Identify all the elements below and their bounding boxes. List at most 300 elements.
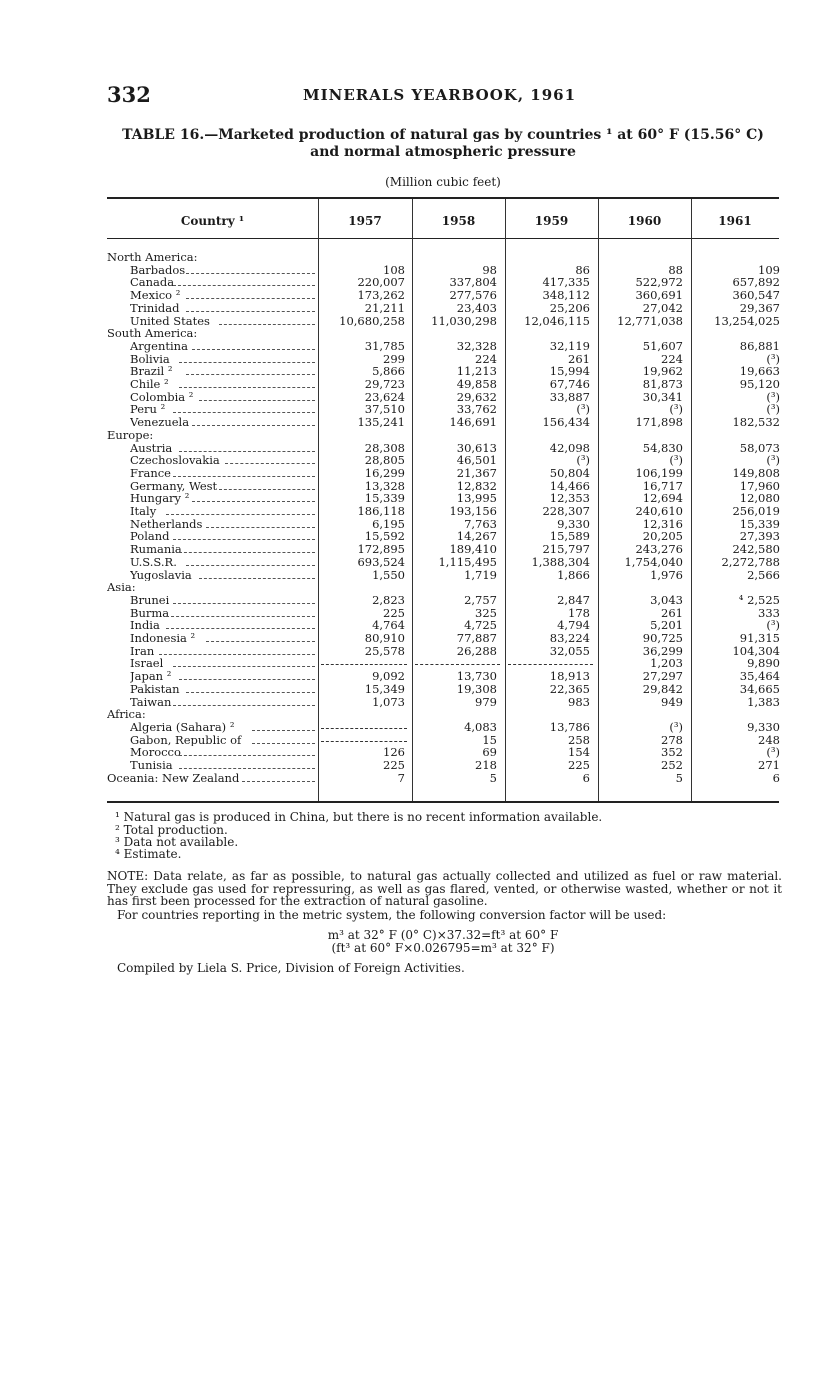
dot-leader [192, 425, 315, 426]
table-cell: 949 [661, 694, 683, 709]
table-cell: 215,797 [542, 542, 590, 557]
dot-leader [252, 743, 315, 744]
table-cell: 1,719 [464, 567, 497, 582]
dot-leader [192, 501, 315, 502]
column-divider [318, 199, 319, 801]
table-cell: 12,832 [456, 478, 497, 493]
table-cell: 417,335 [542, 275, 590, 290]
table-row [107, 632, 779, 645]
table-section-row [107, 429, 779, 442]
table-cell: 88 [668, 262, 683, 277]
country-name: North America: [107, 251, 198, 264]
dot-leader [186, 692, 315, 693]
table-cell: 81,873 [642, 377, 683, 391]
table-cell: 20,205 [642, 529, 683, 544]
table-row [107, 759, 779, 772]
table-cell: 12,046,115 [524, 313, 590, 328]
table-cell: 11,213 [456, 364, 497, 379]
column-header-year: 1959 [534, 214, 569, 228]
table-cell: 33,762 [456, 402, 497, 417]
dot-leader [186, 374, 315, 375]
table-row [107, 569, 779, 582]
table-cell: 242,580 [732, 542, 780, 557]
table-cell: 252 [661, 758, 683, 772]
country-name: Czechoslovakia [130, 454, 220, 467]
table-cell: 248 [758, 732, 780, 747]
table-cell: (³) [576, 453, 590, 468]
dot-leader [173, 412, 315, 413]
table-cell: 32,328 [456, 338, 497, 353]
dot-leader [252, 730, 315, 731]
table-cell: 16,717 [642, 478, 683, 493]
table-cell: 23,403 [456, 300, 497, 315]
table-cell: 25,206 [549, 300, 590, 315]
table-cell: 333 [758, 605, 780, 620]
table-cell: 15,339 [739, 516, 780, 531]
table-cell: ⁴ 2,525 [738, 592, 780, 607]
table-cell: (³) [766, 618, 780, 633]
column-header-year: 1960 [627, 214, 662, 228]
table-cell: 5,866 [372, 364, 405, 379]
table-cell: 2,823 [372, 592, 405, 607]
table-cell: 11,030,298 [431, 313, 497, 328]
table-cell: 7,763 [464, 516, 497, 531]
country-name: Brazil ² [130, 365, 173, 378]
table-cell: 15 [482, 732, 497, 747]
table-cell: 4,083 [464, 719, 497, 734]
table-row [107, 315, 779, 328]
table-cell: 98 [482, 262, 497, 277]
table-cell: 9,890 [747, 656, 780, 671]
table-units: (Million cubic feet) [385, 175, 501, 189]
table-cell: 258 [568, 732, 590, 747]
dot-leader [179, 755, 315, 756]
table-cell: 27,297 [642, 669, 683, 684]
table-cell: 1,866 [557, 567, 590, 582]
table-cell: 135,241 [357, 415, 405, 430]
table-cell: 106,199 [635, 465, 683, 480]
table-cell: 54,830 [642, 440, 683, 455]
table-cell: 193,156 [449, 504, 497, 518]
table-cell: 29,632 [456, 389, 497, 404]
table-cell: 657,892 [732, 275, 780, 290]
column-header-year: 1958 [441, 214, 476, 228]
running-head: MINERALS YEARBOOK, 1961 [303, 86, 577, 104]
table-cell: 6 [582, 770, 590, 785]
table-cell: 46,501 [456, 453, 497, 468]
table-cell: 29,723 [364, 377, 405, 391]
table-header-rule [107, 238, 779, 239]
table-row [107, 594, 779, 607]
table-cell: 224 [475, 351, 497, 366]
table-cell: 15,994 [549, 364, 590, 379]
table-cell: 156,434 [542, 415, 590, 430]
table-cell: 13,995 [456, 491, 497, 506]
country-name: Poland [130, 530, 170, 544]
dot-leader [192, 349, 315, 350]
table-cell: 983 [568, 694, 590, 709]
empty-cell-dash [415, 664, 500, 665]
table-cell: 171,898 [635, 415, 683, 430]
dot-leader [173, 705, 315, 706]
dot-leader [219, 489, 315, 490]
empty-cell-dash [508, 664, 593, 665]
table-cell: 243,276 [635, 542, 683, 557]
country-name: Pakistan [130, 682, 180, 696]
country-name: Israel [130, 657, 164, 671]
table-cell: 225 [383, 758, 405, 772]
dot-leader [179, 362, 315, 363]
table-section-row [107, 327, 779, 340]
table-cell: 35,464 [739, 669, 780, 684]
table-cell: 108 [383, 262, 405, 277]
table-cell: 15,339 [364, 491, 405, 506]
column-divider [691, 199, 692, 801]
table-cell: 28,308 [364, 440, 405, 455]
table-cell: (³) [669, 453, 683, 468]
table-cell: 30,341 [642, 389, 683, 404]
table-cell: 261 [661, 605, 683, 620]
table-row [107, 696, 779, 709]
table-cell: 228,307 [542, 504, 590, 518]
table-cell: 178 [568, 605, 590, 620]
table-cell: 352 [661, 745, 683, 760]
table-cell: 15,349 [364, 681, 405, 696]
table-cell: 271 [758, 758, 780, 772]
table-cell: (³) [766, 389, 780, 404]
dot-leader [173, 666, 315, 667]
table-cell: 18,913 [549, 669, 590, 684]
country-name: Rumania [130, 543, 182, 556]
dot-leader [206, 527, 315, 528]
table-cell: 12,771,038 [617, 313, 683, 328]
table-bottom-rule [107, 801, 779, 803]
table-cell: 13,786 [549, 719, 590, 734]
country-name: Japan ² [130, 670, 172, 683]
table-cell: (³) [669, 719, 683, 734]
table-cell: 3,043 [650, 592, 683, 607]
table-cell: 189,410 [449, 542, 497, 557]
table-cell: 154 [568, 745, 590, 760]
dot-leader [166, 628, 315, 629]
country-name: Brunei [130, 593, 170, 607]
table-title-line-2: and normal atmospheric pressure [310, 144, 576, 160]
table-cell: 83,224 [549, 631, 590, 645]
table-row [107, 505, 779, 518]
table-cell: (³) [766, 402, 780, 417]
dot-leader [219, 324, 315, 325]
column-divider [412, 199, 413, 801]
dot-leader [166, 514, 315, 515]
table-cell: 693,524 [357, 554, 405, 569]
table-cell: 21,367 [456, 465, 497, 480]
table-row [107, 556, 779, 569]
dot-leader [179, 387, 315, 388]
table-cell: 95,120 [739, 377, 780, 391]
table-cell: 220,007 [357, 275, 405, 290]
table-cell: 26,288 [456, 643, 497, 658]
conversion-intro: For countries reporting in the metric system, the following conversion factor will be used: [117, 908, 667, 922]
table-cell: 30,613 [456, 440, 497, 455]
dot-leader [159, 654, 315, 655]
table-cell: 1,115,495 [438, 554, 497, 569]
table-cell: 29,842 [642, 681, 683, 696]
table-cell: 22,365 [549, 681, 590, 696]
country-name: Italy [130, 505, 157, 518]
country-name: U.S.S.R. [130, 555, 177, 569]
table-row [107, 340, 779, 353]
dot-leader [179, 679, 315, 680]
table-cell: 15,589 [549, 529, 590, 544]
footnote: ³ Data not available. [115, 835, 239, 849]
table-cell: 32,119 [549, 338, 590, 353]
table-cell: 2,757 [464, 592, 497, 607]
table-cell: 5 [489, 770, 497, 785]
country-name: South America: [107, 327, 198, 340]
table-cell: 360,547 [732, 288, 780, 303]
table-row [107, 378, 779, 391]
table-cell: 4,794 [557, 618, 590, 633]
footnote: ² Total production. [115, 823, 228, 837]
table-cell: 37,510 [364, 402, 405, 417]
dot-leader [199, 578, 315, 579]
column-divider [505, 199, 506, 801]
table-cell: 5,201 [650, 618, 683, 633]
table-cell: 325 [475, 605, 497, 620]
table-cell: 1,388,304 [531, 554, 590, 569]
table-cell: 19,308 [456, 681, 497, 696]
table-cell: 2,847 [557, 592, 590, 607]
table-cell: 104,304 [732, 643, 780, 658]
table-cell: (³) [766, 351, 780, 366]
table-cell: 16,299 [364, 465, 405, 480]
dot-leader [225, 463, 315, 464]
table-section-row [107, 708, 779, 721]
dot-leader [186, 273, 315, 274]
table-row [107, 416, 779, 429]
table-cell: 1,976 [650, 567, 683, 582]
country-name: United States [130, 314, 210, 328]
table-cell: 240,610 [635, 504, 683, 518]
country-name: Argentina [130, 339, 188, 353]
dot-leader [179, 451, 315, 452]
country-name: Morocco [130, 746, 181, 759]
dot-leader [173, 285, 315, 286]
table-cell: 14,466 [549, 478, 590, 493]
table-cell: (³) [766, 453, 780, 468]
country-name: Burma [130, 606, 170, 620]
table-cell: 4,764 [372, 618, 405, 633]
table-cell: 67,746 [549, 377, 590, 391]
country-name: Canada [130, 276, 175, 290]
column-header-year: 1957 [348, 214, 382, 228]
column-header-year: 1961 [718, 214, 752, 228]
table-cell: 13,730 [456, 669, 497, 684]
table-row [107, 302, 779, 315]
table-cell: 49,858 [456, 377, 497, 391]
table-cell: 19,962 [642, 364, 683, 379]
table-cell: 27,042 [642, 300, 683, 315]
table-cell: 149,808 [732, 465, 780, 480]
country-name: Trinidad [130, 301, 180, 315]
table-cell: 14,267 [456, 529, 497, 544]
country-name: Taiwan [130, 695, 172, 709]
table-cell: 15,592 [364, 529, 405, 544]
table-cell: 80,910 [364, 631, 405, 645]
table-cell: 13,328 [364, 478, 405, 493]
country-name: Austria [130, 441, 173, 455]
column-divider [598, 199, 599, 801]
dot-leader [242, 781, 315, 782]
country-name: Netherlands [130, 517, 203, 531]
table-row [107, 683, 779, 696]
table-section-row [107, 251, 779, 264]
table-cell: 19,663 [739, 364, 780, 379]
country-name: Indonesia ² [130, 632, 196, 645]
table-cell: 91,315 [739, 631, 780, 645]
table-cell: 1,754,040 [624, 554, 683, 569]
table-cell: 225 [383, 605, 405, 620]
table-cell: 23,624 [364, 389, 405, 404]
table-cell: 28,805 [364, 453, 405, 468]
country-name: Iran [130, 644, 155, 658]
table-cell: 33,887 [549, 389, 590, 404]
table-cell: 34,665 [739, 681, 780, 696]
table-row [107, 543, 779, 556]
country-name: Germany, West [130, 479, 218, 493]
country-name: Africa: [107, 708, 146, 721]
country-name: Hungary ² [130, 492, 190, 505]
table-cell: 9,092 [372, 669, 405, 684]
country-name: Tunisia [130, 759, 173, 772]
table-cell: 32,055 [549, 643, 590, 658]
table-cell: 218 [475, 758, 497, 772]
table-cell: 348,112 [542, 288, 590, 303]
table-cell: 13,254,025 [714, 313, 780, 328]
table-row [107, 454, 779, 467]
table-cell: 12,316 [642, 516, 683, 531]
table-cell: 256,019 [732, 504, 780, 518]
table-section-row [107, 581, 779, 594]
table-cell: 1,073 [372, 694, 405, 709]
table-cell: 225 [568, 758, 590, 772]
country-name: Colombia ² [130, 390, 194, 404]
table-section-row [107, 772, 779, 785]
table-cell: 10,680,258 [339, 313, 405, 328]
table-row [107, 467, 779, 480]
table-cell: 261 [568, 351, 590, 366]
table-cell: 173,262 [357, 288, 405, 303]
empty-cell-dash [321, 741, 407, 742]
conversion-formula-1: m³ at 32° F (0° C)×37.32=ft³ at 60° F [327, 928, 559, 942]
table-cell: 360,691 [635, 288, 683, 303]
conversion-formula-2: (ft³ at 60° F×0.026795=m³ at 32° F) [331, 941, 555, 955]
country-name: Venezuela [130, 416, 190, 429]
table-cell: 979 [475, 694, 497, 709]
table-cell: 90,725 [642, 631, 683, 645]
table-cell: 182,532 [732, 415, 780, 430]
table-cell: (³) [766, 745, 780, 760]
table-cell: 9,330 [557, 516, 590, 531]
table-cell: 6 [772, 770, 780, 785]
table-cell: 522,972 [635, 275, 683, 290]
table-cell: 9,330 [747, 719, 780, 734]
country-name: Gabon, Republic of [130, 733, 242, 747]
table-cell: (³) [669, 402, 683, 417]
table-cell: 337,804 [449, 275, 497, 290]
table-cell: 27,393 [739, 529, 780, 544]
table-cell: 6,195 [372, 516, 405, 531]
country-name: Oceania: New Zealand [107, 771, 240, 785]
empty-cell-dash [321, 728, 407, 729]
country-name: Asia: [107, 581, 136, 594]
country-name: Bolivia [130, 352, 170, 366]
country-name: France [130, 466, 171, 480]
compiled-by: Compiled by Liela S. Price, Division of Foreign Activities. [117, 961, 465, 975]
table-cell: 42,098 [549, 440, 590, 455]
table-cell: 109 [758, 262, 780, 277]
empty-cell-dash [321, 664, 407, 665]
table-cell: 69 [482, 745, 497, 760]
table-cell: 50,804 [549, 465, 590, 480]
table-cell: 299 [383, 351, 405, 366]
table-cell: 12,353 [549, 491, 590, 506]
dot-leader [173, 476, 315, 477]
dot-leader [166, 616, 315, 617]
dot-leader [179, 768, 315, 769]
table-cell: 36,299 [642, 643, 683, 658]
table-cell: 4,725 [464, 618, 497, 633]
table-cell: 25,578 [364, 643, 405, 658]
table-row [107, 289, 779, 302]
dot-leader [186, 311, 315, 312]
dot-leader [173, 539, 315, 540]
table-cell: 7 [397, 770, 405, 785]
footnote: ¹ Natural gas is produced in China, but there is no recent information available. [115, 810, 603, 824]
country-name: Chile ² [130, 378, 169, 391]
column-header-country: Country ¹ [180, 214, 245, 228]
country-name: Algeria (Sahara) ² [130, 720, 235, 734]
table-cell: 1,550 [372, 567, 405, 582]
table-cell: 58,073 [739, 440, 780, 455]
table-cell: (³) [576, 402, 590, 417]
table-title [107, 127, 779, 161]
table-cell: 1,203 [650, 656, 683, 671]
table-cell: 1,383 [747, 694, 780, 709]
table-cell: 186,118 [357, 504, 405, 518]
country-name: Peru ² [130, 403, 166, 417]
footnote: ⁴ Estimate. [115, 847, 182, 861]
table-cell: 86 [575, 262, 590, 277]
dot-leader [179, 552, 315, 553]
table-cell: 2,566 [747, 567, 780, 582]
table-cell: 51,607 [642, 338, 683, 353]
dot-leader [173, 603, 315, 604]
table-cell: 172,895 [357, 542, 405, 557]
table-cell: 224 [661, 351, 683, 366]
table-cell: 31,785 [364, 338, 405, 353]
table-cell: 277,576 [449, 288, 497, 303]
page-number: 332 [107, 82, 151, 107]
table-cell: 12,694 [642, 491, 683, 506]
dot-leader [186, 298, 315, 299]
country-name: Mexico ² [130, 289, 181, 302]
table-cell: 86,881 [739, 338, 780, 353]
table-cell: 278 [661, 732, 683, 747]
table-cell: 77,887 [456, 631, 497, 645]
table-title-line-1: TABLE 16.—Marketed production of natural gas by countries ¹ at 60° F (15.56° C) [122, 127, 764, 143]
table-row [107, 721, 779, 734]
